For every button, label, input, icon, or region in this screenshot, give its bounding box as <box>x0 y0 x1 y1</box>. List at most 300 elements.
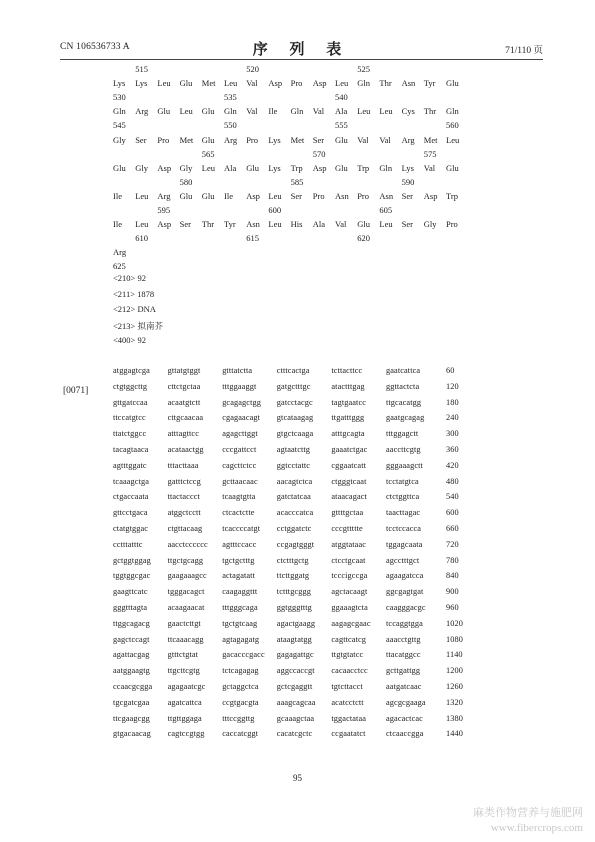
amino-acid: Gln <box>446 106 459 117</box>
sequence-group: aagagcgaac <box>331 618 371 628</box>
sequence-group: cccgattcct <box>222 445 257 454</box>
amino-acid: Glu <box>179 78 193 89</box>
sequence-group: tgggacagct <box>167 587 205 597</box>
sequence-group: agactgaagg <box>276 618 316 628</box>
sequence-group: tgtcttacct <box>331 682 363 691</box>
amino-acid: Ala <box>224 162 237 173</box>
amino-acid: His <box>290 219 303 230</box>
sequence-group: gaactcttgt <box>167 618 201 628</box>
sequence-group: gatctatcaa <box>276 492 311 502</box>
sequence-position: 1320 <box>446 697 463 707</box>
position-number: 575 <box>423 148 437 159</box>
amino-acid: Glu <box>179 190 193 201</box>
amino-acid-row <box>113 78 533 89</box>
amino-acid: Thr <box>201 219 215 230</box>
amino-acid: Leu <box>268 190 282 201</box>
amino-acid: Met <box>423 134 438 145</box>
sequence-group: ttgcacatgg <box>386 397 422 407</box>
page-number: 95 <box>293 773 302 783</box>
sequence-group: ttcttggatg <box>276 571 310 581</box>
amino-acid: Lys <box>113 78 126 89</box>
sequence-group: agtttggatc <box>113 460 147 470</box>
amino-acid: Pro <box>357 190 369 201</box>
sequence-group: gggaaagctt <box>386 460 423 470</box>
amino-acid: Ile <box>224 190 233 201</box>
amino-acid: Val <box>357 134 369 145</box>
amino-acid: Leu <box>446 134 460 145</box>
sequence-group: acaagaacat <box>167 603 205 612</box>
sequence-group: tggactataa <box>331 713 367 723</box>
amino-acid: Gly <box>113 134 126 145</box>
sequence-group: ttgtgtatcc <box>331 650 364 660</box>
sequence-group: gatcctacgc <box>276 397 313 407</box>
sequence-group: cgagaacagt <box>222 413 261 423</box>
sequence-group: tttggaaggt <box>222 381 257 391</box>
meta-line: <210> 92 <box>113 273 146 283</box>
sequence-group: aacctcccccc <box>167 539 208 549</box>
sequence-position: 180 <box>446 397 459 407</box>
sequence-group: acataactgg <box>167 445 204 454</box>
sequence-group: tgcgatcgaa <box>113 697 150 707</box>
sequence-group: tcaccccatgt <box>222 524 261 533</box>
sequence-group: ttgttggaga <box>167 713 202 723</box>
sequence-group: gtttatctta <box>222 366 253 375</box>
position-number: 590 <box>401 176 415 187</box>
amino-acid: Leu <box>201 162 216 173</box>
amino-acid: Val <box>423 162 436 173</box>
amino-acid: Trp <box>357 162 370 173</box>
sequence-group: actagatatt <box>222 571 255 581</box>
sequence-group: taacttagac <box>386 508 421 518</box>
amino-acid: Leu <box>135 219 149 230</box>
sequence-group: agacactcac <box>386 713 423 723</box>
sequence-group: cagtccgtgg <box>167 729 205 739</box>
sequence-group: atggctcctt <box>167 508 201 518</box>
sequence-group: aaccttcgtg <box>386 445 421 454</box>
amino-acid: Ser <box>401 190 413 201</box>
amino-acid: Asn <box>401 78 416 89</box>
sequence-group: aatgatcaac <box>386 682 422 691</box>
amino-acid: Arg <box>113 247 127 258</box>
amino-acid: Gly <box>423 219 437 230</box>
sequence-group: ttccatgtcc <box>113 413 146 423</box>
sequence-group: tctttgcggg <box>276 587 311 597</box>
amino-acid: Leu <box>379 106 393 117</box>
sequence-group: ccgtgacgta <box>222 697 259 707</box>
sequence-group: ttgctgcagg <box>167 555 204 565</box>
sequence-group: ttatctggcc <box>113 429 147 439</box>
sequence-group: ctgaccaata <box>113 492 149 502</box>
amino-acid: Leu <box>379 219 393 230</box>
sequence-group: ccaacgcgga <box>113 682 153 691</box>
header-divider <box>60 59 543 60</box>
sequence-group: atggagtcga <box>113 366 150 375</box>
amino-acid: Asp <box>312 78 327 89</box>
amino-acid: Gln <box>379 162 393 173</box>
sequence-group: aatggaagtg <box>113 666 150 676</box>
amino-acid: Ser <box>312 134 325 145</box>
amino-acid-row <box>113 191 533 202</box>
position-number: 600 <box>268 205 282 215</box>
amino-acid: Gly <box>179 162 193 173</box>
sequence-group: gtgctcaaga <box>276 429 314 439</box>
patent-number: CN 106536733 A <box>60 42 130 52</box>
sequence-group: acatcctctt <box>331 697 364 707</box>
meta-line: <212> DNA <box>113 304 156 315</box>
amino-acid: Asp <box>312 162 327 173</box>
sequence-group: gagctccagt <box>113 634 150 644</box>
sequence-group: tggagcaata <box>386 539 423 549</box>
amino-acid: Gln <box>224 106 237 117</box>
amino-acid: Lys <box>268 134 281 145</box>
meta-line: <213> 拟南芥 <box>113 320 163 331</box>
amino-acid: Arg <box>135 106 149 117</box>
amino-acid: Pro <box>157 134 170 145</box>
amino-acid: Thr <box>423 106 437 117</box>
sequence-group: agtttccacc <box>222 539 257 549</box>
sequence-position: 1380 <box>446 713 463 723</box>
amino-acid: Val <box>246 106 258 117</box>
amino-acid: Ala <box>335 106 348 117</box>
sequence-group: ctcactctte <box>222 508 255 518</box>
position-number: 540 <box>335 92 348 103</box>
sequence-group: gacacccgacc <box>222 650 265 660</box>
amino-acid: Pro <box>312 190 325 201</box>
position-number: 520 <box>246 64 259 74</box>
sequence-group: cctttatttc <box>113 539 143 549</box>
sequence-group: atggtataac <box>331 539 367 549</box>
sequence-group: gttatgtggt <box>167 366 201 375</box>
page-label: 71/110 页 <box>505 46 543 56</box>
amino-acid: Thr <box>379 78 392 89</box>
sequence-group: tagtgaatcc <box>331 397 367 407</box>
position-number: 515 <box>135 64 148 74</box>
sequence-group: gttttgctaa <box>331 508 364 518</box>
amino-acid: Asp <box>246 190 260 201</box>
amino-acid: Lys <box>268 162 281 173</box>
sequence-position: 480 <box>446 476 459 486</box>
sequence-group: cacatcgctc <box>276 729 313 739</box>
sequence-group: gatttctccg <box>167 476 201 486</box>
amino-acid: Glu <box>446 78 459 89</box>
amino-acid-row <box>113 106 533 117</box>
sequence-position: 540 <box>446 492 459 502</box>
amino-acid: Glu <box>113 162 126 173</box>
sequence-group: aaagcagcaa <box>276 697 316 707</box>
sequence-group: tgctgctttg <box>222 555 255 565</box>
sequence-group: ctgggtcaat <box>331 476 367 486</box>
sequence-group: aacagtctca <box>276 476 313 486</box>
sequence-group: ccgaatatct <box>331 729 366 739</box>
sequence-group: gaaatctgac <box>331 445 368 454</box>
sequence-group: aggccaccgt <box>276 666 315 676</box>
amino-acid: Met <box>290 134 305 145</box>
sequence-group: ccgagtgggt <box>276 539 315 549</box>
amino-acid: Ser <box>135 134 147 145</box>
amino-acid: Glu <box>335 162 348 173</box>
amino-acid: Arg <box>224 134 238 145</box>
amino-acid: Glu <box>201 106 215 117</box>
sequence-group: ttcaaacagg <box>167 634 204 644</box>
sequence-group: cacaacctcc <box>331 666 368 676</box>
sequence-position: 1140 <box>446 650 463 660</box>
sequence-group: gaatcattca <box>386 366 421 375</box>
sequence-group: agattacgag <box>113 650 150 660</box>
sequence-position: 360 <box>446 445 459 454</box>
amino-acid: Arg <box>157 190 171 201</box>
sequence-group: gttcctgaca <box>113 508 148 518</box>
sequence-group: ttactaccct <box>167 492 200 502</box>
amino-acid-row <box>113 247 533 258</box>
amino-acid: Leu <box>179 106 193 117</box>
sequence-group: tcaagtgtta <box>222 492 256 502</box>
sequence-group: tacagtaaca <box>113 445 149 454</box>
sequence-group: gggtttagta <box>113 603 148 612</box>
amino-acid: Met <box>179 134 194 145</box>
sequence-position: 900 <box>446 587 459 597</box>
paragraph-number: [0071] <box>63 386 89 396</box>
sequence-group: gatgctttgc <box>276 381 311 391</box>
sequence-group: tcccigccga <box>331 571 368 581</box>
sequence-group: gcaaagctaa <box>276 713 315 723</box>
amino-acid: Asp <box>268 78 283 89</box>
sequence-position: 60 <box>446 366 455 375</box>
sequence-group: ctcctgcaat <box>331 555 366 565</box>
position-number: 565 <box>201 148 215 159</box>
amino-acid: Trp <box>290 162 303 173</box>
amino-acid: Ile <box>113 219 122 230</box>
sequence-group: gtcataagag <box>276 413 314 423</box>
amino-acid: Tyr <box>224 219 236 230</box>
amino-acid: Val <box>312 106 325 117</box>
sequence-group: gaatgcagag <box>386 413 425 423</box>
sequence-group: gcttgattgg <box>386 666 421 676</box>
amino-acid: Leu <box>268 219 282 230</box>
sequence-group: cccgttttte <box>331 524 363 533</box>
amino-acid: Arg <box>401 134 415 145</box>
amino-acid: Glu <box>246 162 259 173</box>
amino-acid: Glu <box>357 219 370 230</box>
amino-acid: Gly <box>135 162 148 173</box>
sequence-group: ctgtggcttg <box>113 381 148 391</box>
sequence-group: gctcgaggtt <box>276 682 313 691</box>
position-number: 525 <box>357 64 370 74</box>
position-number: 550 <box>224 120 237 131</box>
sequence-group: ctcaaccgga <box>386 729 424 739</box>
sequence-group: cagcttctcc <box>222 460 257 470</box>
sequence-group: gctggtggag <box>113 555 151 565</box>
sequence-group: gaagttcatc <box>113 587 148 597</box>
watermark-line: 麻类作物营养与施肥网 <box>473 807 583 819</box>
sequence-group: agcgcgaaga <box>386 697 426 707</box>
position-number: 530 <box>113 92 126 103</box>
meta-line: <400> 92 <box>113 335 146 346</box>
sequence-position: 840 <box>446 571 459 581</box>
sequence-group: gcttaacaac <box>222 476 258 486</box>
sequence-position: 1440 <box>446 729 463 739</box>
sequence-group: caagaggttt <box>222 587 258 597</box>
sequence-group: ttgcttcgtg <box>167 666 200 676</box>
amino-acid: Val <box>335 219 347 230</box>
sequence-group: ttcgaagcgg <box>113 713 150 723</box>
position-number: 560 <box>446 120 459 131</box>
amino-acid: Glu <box>201 134 215 145</box>
sequence-group: tcctatgtca <box>386 476 419 486</box>
sequence-position: 1020 <box>446 618 463 628</box>
position-number: 625 <box>113 261 126 272</box>
sequence-group: ggtcctattc <box>276 460 311 470</box>
sequence-group: agctacaagt <box>331 587 368 597</box>
amino-acid: Cys <box>401 106 415 117</box>
amino-acid-row <box>113 163 533 174</box>
sequence-group: gtgacaacag <box>113 729 151 739</box>
sequence-position: 1200 <box>446 666 463 676</box>
sequence-group: ttacatggcc <box>386 650 421 660</box>
amino-acid: Tyr <box>423 78 436 89</box>
sequence-group: acaatgtctt <box>167 397 201 407</box>
amino-acid: Ile <box>113 190 122 201</box>
sequence-group: agatcattca <box>167 697 202 707</box>
amino-acid: Ser <box>290 190 302 201</box>
sequence-position: 960 <box>446 603 459 612</box>
amino-acid: Leu <box>224 78 238 89</box>
amino-acid: Val <box>379 134 391 145</box>
position-number: 580 <box>179 176 193 187</box>
sequence-group: atttagttcc <box>167 429 199 439</box>
amino-acid: Ala <box>312 219 326 230</box>
sequence-group: agaagatcca <box>386 571 424 581</box>
sequence-position: 780 <box>446 555 459 565</box>
sequence-group: ctatgtggac <box>113 524 149 533</box>
sequence-group: tttggagctt <box>386 429 419 439</box>
sequence-group: tccaggtgga <box>386 618 423 628</box>
amino-acid-row <box>113 135 533 146</box>
sequence-group: tggtggcgac <box>113 571 151 581</box>
position-number: 570 <box>312 148 326 159</box>
sequence-group: cctggatctc <box>276 524 312 533</box>
amino-acid: Gln <box>113 106 126 117</box>
amino-acid: Val <box>246 78 258 89</box>
sequence-position: 1260 <box>446 682 463 691</box>
sequence-position: 420 <box>446 460 459 470</box>
amino-acid: Pro <box>446 219 458 230</box>
amino-acid: Leu <box>135 190 149 201</box>
sequence-group: ggaaagtcta <box>331 603 368 612</box>
sequence-group: agagcttggt <box>222 429 258 439</box>
sequence-group: gaagaaagcc <box>167 571 207 581</box>
sequence-group: tcaaagctga <box>113 476 150 486</box>
page-title: 序 列 表 <box>252 42 351 58</box>
amino-acid: Pro <box>246 134 258 145</box>
sequence-group: ctgttacaag <box>167 524 203 533</box>
amino-acid-row <box>113 219 533 230</box>
page-header <box>60 40 543 58</box>
amino-acid: Glu <box>446 162 459 173</box>
sequence-group: agtaatcttg <box>276 445 311 454</box>
watermark-line: www.fibercrops.com <box>490 822 583 834</box>
sequence-position: 300 <box>446 429 459 439</box>
position-number: 535 <box>224 92 237 103</box>
amino-acid: Asp <box>157 162 172 173</box>
position-number: 620 <box>357 233 370 244</box>
sequence-position: 600 <box>446 508 459 518</box>
amino-acid: Ser <box>401 219 413 230</box>
amino-acid: Leu <box>157 78 171 89</box>
sequence-group: agcctttgct <box>386 555 420 565</box>
sequence-group: caagggacgc <box>386 603 426 612</box>
position-number: 615 <box>246 233 259 244</box>
amino-acid: Glu <box>201 190 215 201</box>
sequence-group: cttctgctaa <box>167 381 201 391</box>
sequence-group: cagttcatcg <box>331 634 367 644</box>
sequence-group: gagagattgc <box>276 650 314 660</box>
amino-acid: Leu <box>335 78 349 89</box>
sequence-group: ataagtatgg <box>276 634 312 644</box>
sequence-group: caccatcggt <box>222 729 259 739</box>
sequence-group: atttgcagta <box>331 429 365 439</box>
position-number: 545 <box>113 120 126 131</box>
amino-acid: Pro <box>290 78 303 89</box>
amino-acid: Trp <box>446 190 458 201</box>
amino-acid: Glu <box>157 106 171 117</box>
meta-line: <211> 1878 <box>113 288 155 299</box>
sequence-position: 1080 <box>446 634 463 644</box>
amino-acid: Asn <box>379 190 394 201</box>
amino-acid: Ile <box>268 106 278 117</box>
sequence-position: 720 <box>446 539 459 549</box>
sequence-group: gcagagctgg <box>222 397 261 407</box>
amino-acid: Ser <box>179 219 191 230</box>
sequence-group: aaacctgttg <box>386 634 421 644</box>
sequence-group: agtagagatg <box>222 634 260 644</box>
position-number: 605 <box>379 205 393 215</box>
position-number: 585 <box>290 176 304 187</box>
sequence-group: acacccatca <box>276 508 314 518</box>
sequence-group: agagaatcgc <box>167 682 206 691</box>
position-number: 610 <box>135 233 148 244</box>
amino-acid: Met <box>201 78 216 89</box>
sequence-group: cttgcaacaa <box>167 413 204 423</box>
sequence-group: tttgggcaga <box>222 603 258 612</box>
amino-acid: Asn <box>335 190 349 201</box>
sequence-group: ataacagact <box>331 492 367 502</box>
sequence-position: 240 <box>446 413 459 423</box>
sequence-group: ctctggttca <box>386 492 420 502</box>
sequence-group: ggcgagtgat <box>386 587 424 597</box>
sequence-group: tgctgtcaag <box>222 618 258 628</box>
sequence-group: cggaatcatt <box>331 460 367 470</box>
sequence-group: tctcagagag <box>222 666 259 676</box>
amino-acid: Gln <box>290 106 304 117</box>
sequence-group: gctaggctca <box>222 682 259 691</box>
sequence-group: tttccggttg <box>222 713 255 723</box>
sequence-position: 120 <box>446 381 459 391</box>
sequence-group: tttacttaaa <box>167 460 199 470</box>
sequence-group: atactttgag <box>331 381 365 391</box>
sequence-group: gttgatccaa <box>113 397 148 407</box>
amino-acid: Asn <box>246 219 260 230</box>
amino-acid: Asp <box>423 190 438 201</box>
amino-acid: Lys <box>401 162 414 173</box>
sequence-group: ggttactcta <box>386 381 420 391</box>
sequence-group: ctttcactga <box>276 366 310 375</box>
sequence-group: gtttctgtat <box>167 650 199 660</box>
amino-acid: Lys <box>135 78 148 89</box>
watermark <box>473 806 583 836</box>
position-number: 595 <box>157 205 171 215</box>
sequence-group: ctctttgctg <box>276 555 309 565</box>
amino-acid: Gln <box>357 78 370 89</box>
